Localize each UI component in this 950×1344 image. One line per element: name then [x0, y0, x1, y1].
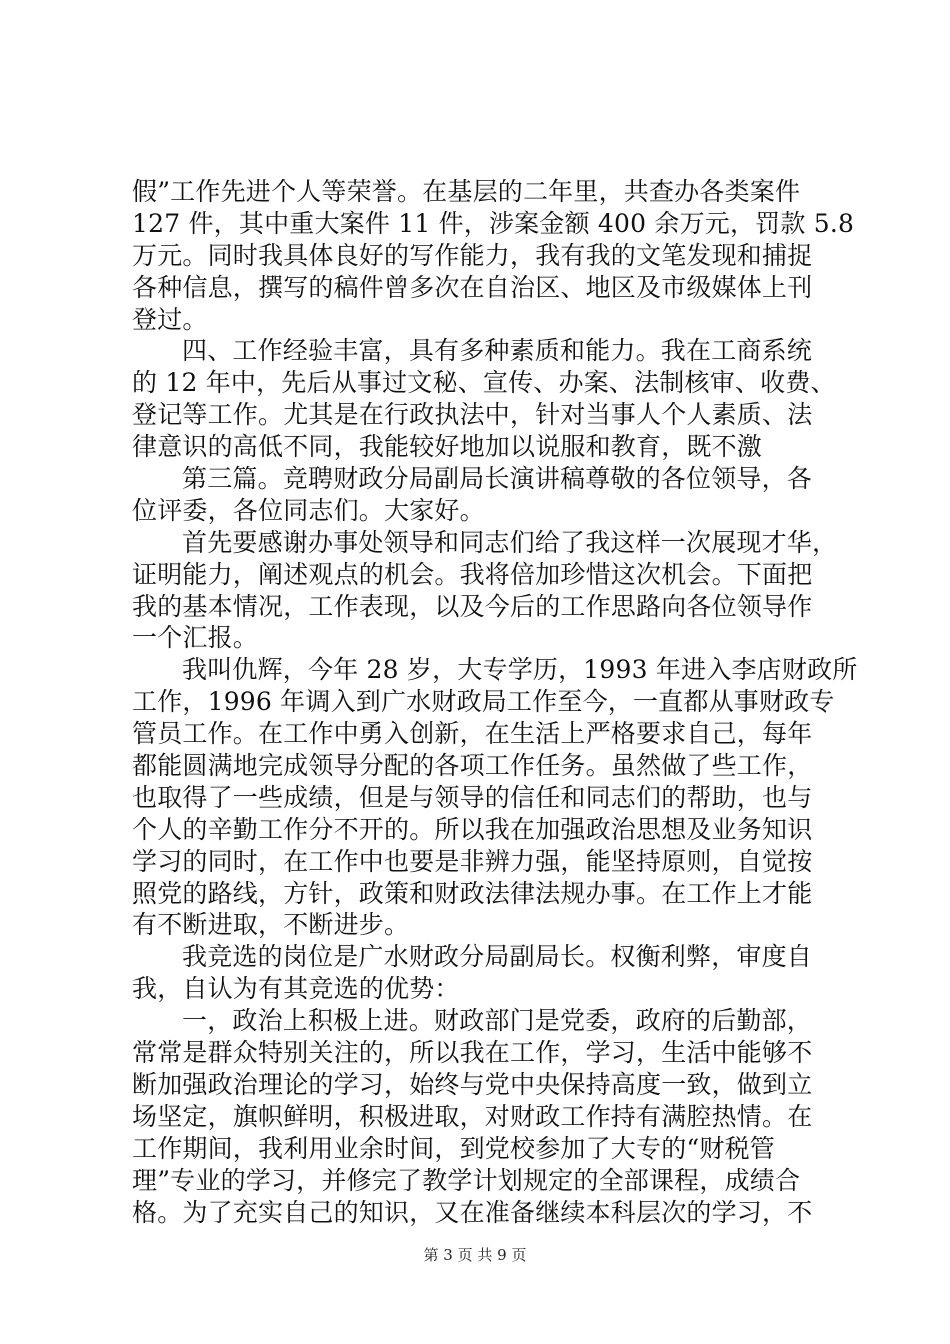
text-line: 照党的路线，方针，政策和财政法律法规办事。在工作上才能	[132, 878, 813, 908]
text-line: 场坚定，旗帜鲜明，积极进取，对财政工作持有满腔热情。在	[132, 1101, 813, 1131]
text-line: 断加强政治理论的学习，始终与党中央保持高度一致，做到立	[132, 1069, 813, 1099]
text-line: 登记等工作。尤其是在行政执法中，针对当事人个人素质、法	[132, 400, 813, 430]
text-line: 律意识的高低不同，我能较好地加以说服和教育，既不激	[132, 432, 763, 462]
text-line: 个人的辛勤工作分不开的。所以我在加强政治思想及业务知识	[132, 814, 813, 844]
text-line: 一，政治上积极上进。财政部门是党委，政府的后勤部，	[182, 1006, 813, 1036]
text-line: 的 12 年中，先后从事过文秘、宣传、办案、法制核审、收费、	[132, 368, 836, 398]
text-line: 管员工作。在工作中勇入创新，在生活上严格要求自己，每年	[132, 719, 813, 749]
text-line: 首先要感谢办事处领导和同志们给了我这样一次展现才华，	[182, 527, 838, 557]
text-line: 假”工作先进个人等荣誉。在基层的二年里，共查办各类案件	[132, 177, 801, 206]
text-line: 我，自认为有其竞选的优势：	[132, 974, 460, 1004]
text-line: 一个汇报。	[132, 623, 259, 653]
text-line: 四、工作经验丰富，具有多种素质和能力。我在工商系统	[182, 336, 813, 366]
text-line: 我的基本情况，工作表现，以及今后的工作思路向各位领导作	[132, 591, 813, 621]
document-body	[132, 176, 858, 1228]
text-line: 理”专业的学习，并修完了教学计划规定的全部课程，成绩合	[132, 1165, 801, 1195]
text-line: 也取得了一些成绩，但是与领导的信任和同志们的帮助，也与	[132, 782, 813, 812]
text-line: 第三篇。竞聘财政分局副局长演讲稿尊敬的各位领导，各	[182, 464, 813, 494]
text-line: 有不断进取，不断进步。	[132, 910, 410, 940]
text-line: 证明能力，阐述观点的机会。我将倍加珍惜这次机会。下面把	[132, 559, 813, 589]
text-line: 工作期间，我利用业余时间，到党校参加了大专的“财税管	[132, 1133, 775, 1163]
text-line: 工作，1996 年调入到广水财政局工作至今，一直都从事财政专	[132, 687, 835, 717]
text-line: 我叫仇辉，今年 28 岁，大专学历，1993 年进入李店财政所	[182, 655, 858, 685]
page-footer: 第 3 页 共 9 页	[423, 1246, 527, 1264]
text-line: 都能圆满地完成领导分配的各项工作任务。虽然做了些工作，	[132, 751, 813, 781]
text-line: 我竞选的岗位是广水财政分局副局长。权衡利弊，审度自	[182, 942, 813, 972]
text-line: 万元。同时我具体良好的写作能力，我有我的文笔发现和捕捉	[132, 240, 813, 270]
text-line: 格。为了充实自己的知识，又在准备继续本科层次的学习，不	[132, 1197, 813, 1227]
text-line: 各种信息，撰写的稿件曾多次在自治区、地区及市级媒体上刊	[132, 272, 813, 302]
text-line: 学习的同时，在工作中也要是非辨力强，能坚持原则，自觉按	[132, 846, 813, 876]
text-line: 登过。	[132, 304, 208, 334]
text-line: 常常是群众特别关注的，所以我在工作，学习，生活中能够不	[132, 1038, 813, 1068]
text-line: 127 件，其中重大案件 11 件，涉案金额 400 余万元，罚款 5.8	[132, 208, 855, 238]
text-line: 位评委，各位同志们。大家好。	[132, 495, 485, 525]
